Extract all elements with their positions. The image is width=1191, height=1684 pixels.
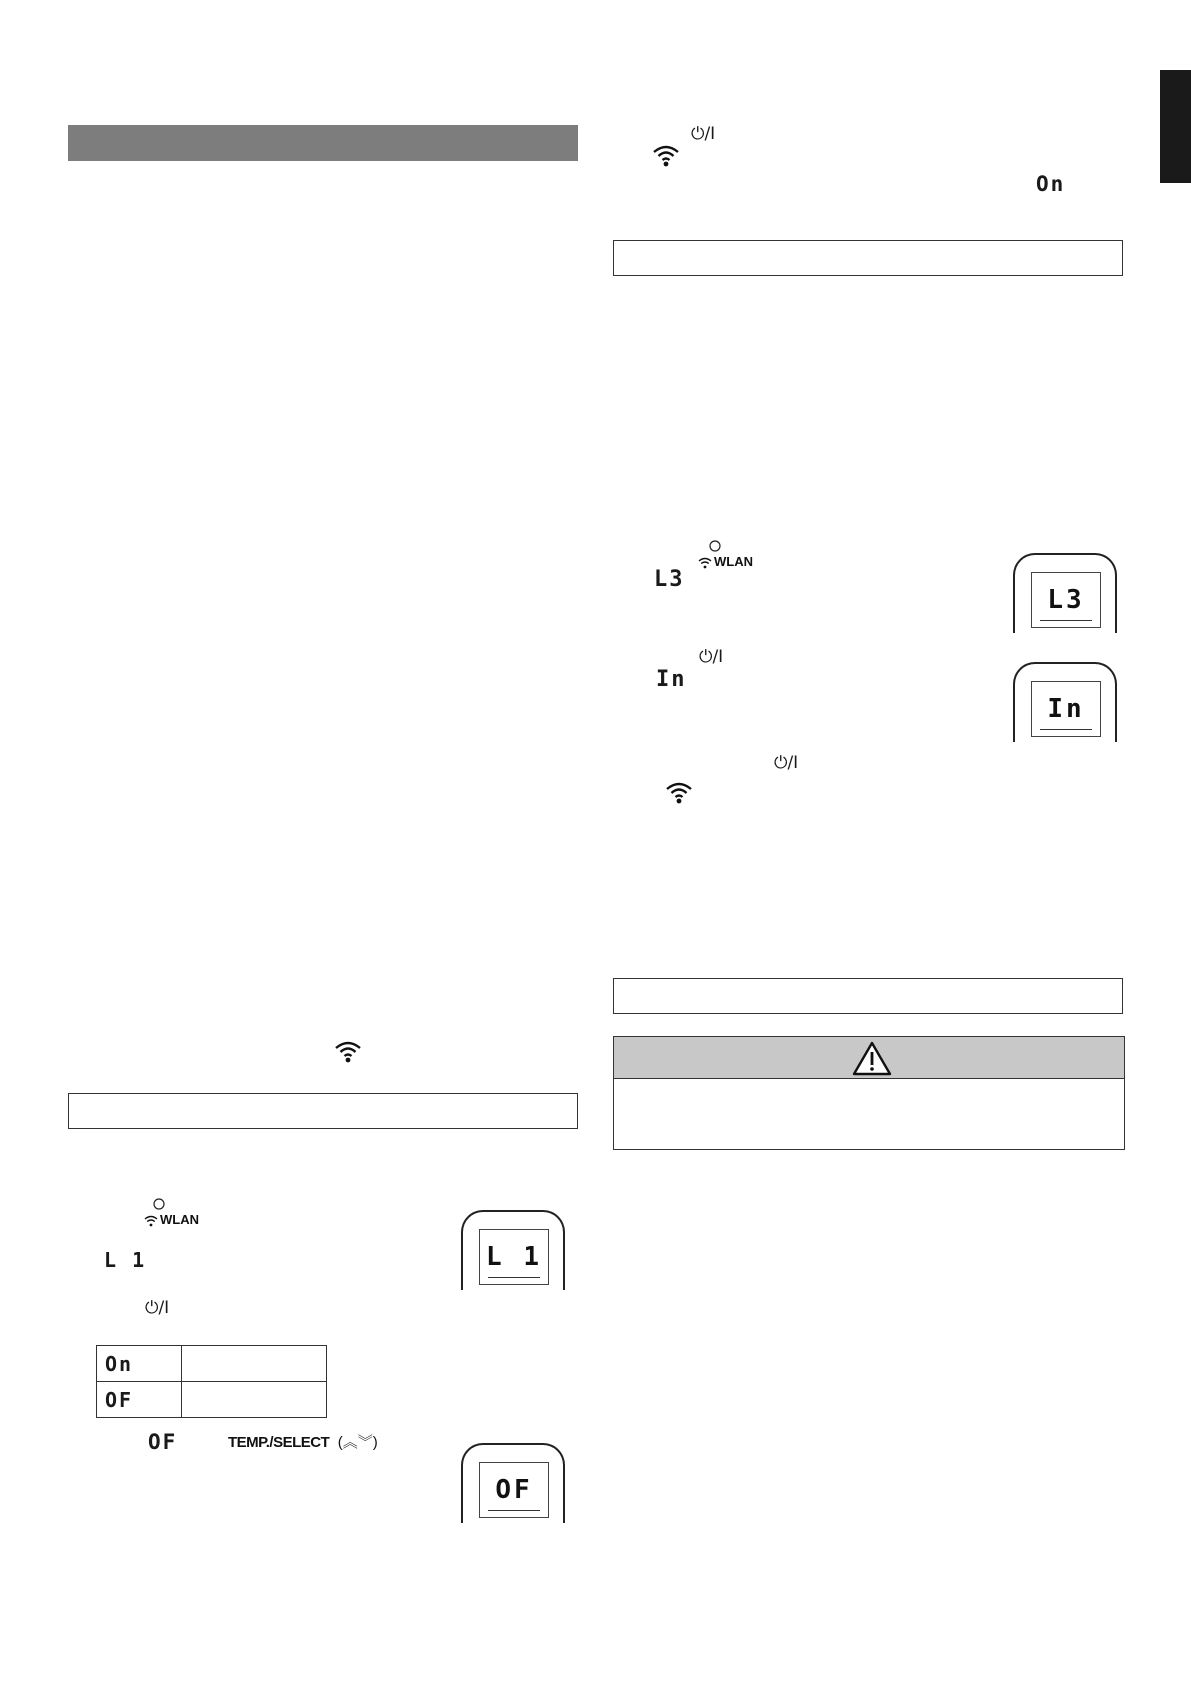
remote-controller-in: [1013, 662, 1117, 742]
wlan-button[interactable]: [144, 1198, 204, 1230]
lcd-code: L 1: [486, 1242, 542, 1272]
power-button-icon[interactable]: ⏻/I: [145, 1298, 170, 1318]
subsection-heading-box: [613, 240, 1123, 276]
warning-panel: [613, 1036, 1125, 1150]
lcd-indicator-bar: [1040, 620, 1092, 621]
lcd-code: L3: [1047, 585, 1085, 615]
wlan-label: WLAN: [714, 554, 753, 569]
warning-triangle-icon: [852, 1041, 892, 1076]
remote-controller-l1: [461, 1210, 565, 1290]
display-code-l3: L3: [654, 567, 685, 592]
wlan-button[interactable]: [698, 540, 758, 572]
lcd-indicator-bar: [488, 1510, 540, 1511]
remote-controller-off: [461, 1443, 565, 1523]
options-table: [96, 1345, 327, 1418]
remote-lcd: [479, 1229, 549, 1285]
remote-lcd: [479, 1462, 549, 1518]
wifi-small-icon: [698, 557, 712, 569]
option-code: OF: [105, 1387, 134, 1412]
up-down-arrows-icon: (︽︾): [337, 1434, 378, 1451]
wifi-icon: [651, 143, 681, 167]
temp-select-button[interactable]: [228, 1431, 378, 1452]
option-row-off: [97, 1382, 327, 1418]
wifi-icon: [664, 780, 694, 804]
lcd-indicator-bar: [488, 1277, 540, 1278]
display-code-off: OF: [148, 1430, 178, 1454]
power-button-icon[interactable]: ⏻/I: [691, 124, 716, 144]
remote-lcd: [1031, 681, 1101, 737]
lcd-code: In: [1047, 694, 1085, 724]
option-code: On: [105, 1351, 134, 1376]
wifi-small-icon: [144, 1215, 158, 1227]
power-button-icon[interactable]: ⏻/I: [774, 753, 799, 773]
display-code-l1: L 1: [104, 1248, 147, 1272]
option-row-on: [97, 1346, 327, 1382]
lcd-indicator-bar: [1040, 729, 1092, 730]
wlan-label: WLAN: [160, 1212, 199, 1227]
power-button-icon[interactable]: ⏻/I: [699, 647, 724, 667]
lcd-code: OF: [495, 1475, 533, 1505]
warning-header: [614, 1037, 1124, 1079]
subsection-heading-box: [68, 1093, 578, 1129]
subsection-heading-box: [613, 978, 1123, 1014]
display-code-in: In: [656, 667, 687, 692]
remote-lcd: [1031, 572, 1101, 628]
section-heading-band: [68, 125, 578, 161]
remote-controller-l3: [1013, 553, 1117, 633]
button-circle-icon: [153, 1198, 165, 1210]
language-tab: [1160, 70, 1191, 183]
temp-select-label: TEMP./SELECT: [228, 1434, 330, 1451]
wifi-icon: [333, 1039, 363, 1063]
button-circle-icon: [709, 540, 721, 552]
display-code-on: On: [1036, 172, 1066, 196]
